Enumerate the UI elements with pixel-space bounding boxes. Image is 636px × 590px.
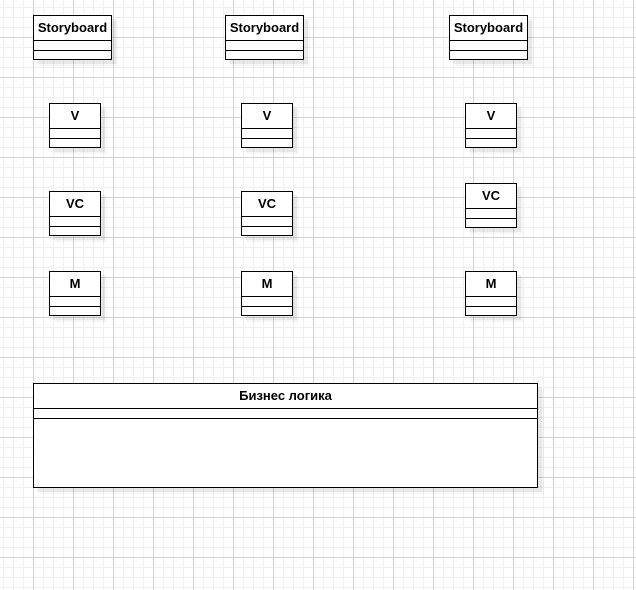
class-attributes <box>466 129 516 139</box>
model-class-3[interactable] <box>465 271 517 316</box>
class-title: M <box>242 272 292 297</box>
class-title: VC <box>466 184 516 209</box>
class-title: Storyboard <box>450 16 527 41</box>
model-class-2[interactable] <box>241 271 293 316</box>
class-attributes <box>242 297 292 307</box>
class-operations <box>226 51 303 59</box>
class-attributes <box>50 217 100 227</box>
class-operations <box>466 139 516 147</box>
class-attributes <box>466 209 516 219</box>
class-title: Storyboard <box>34 16 111 41</box>
class-operations <box>242 227 292 235</box>
view-controller-class-2[interactable] <box>241 191 293 236</box>
business-logic-class[interactable] <box>33 383 538 488</box>
view-class-2[interactable] <box>241 103 293 148</box>
storyboard-class-1[interactable] <box>33 15 112 60</box>
class-operations <box>466 307 516 315</box>
view-controller-class-3[interactable] <box>465 183 517 228</box>
class-attributes <box>450 41 527 51</box>
class-operations <box>34 51 111 59</box>
class-title: M <box>50 272 100 297</box>
class-title: VC <box>50 192 100 217</box>
class-title: VC <box>242 192 292 217</box>
class-attributes <box>50 297 100 307</box>
class-attributes <box>242 217 292 227</box>
class-attributes <box>242 129 292 139</box>
class-operations <box>50 227 100 235</box>
storyboard-class-2[interactable] <box>225 15 304 60</box>
class-operations <box>242 307 292 315</box>
class-title: V <box>50 104 100 129</box>
class-title: Бизнес логика <box>34 384 537 409</box>
class-operations <box>450 51 527 59</box>
view-controller-class-1[interactable] <box>49 191 101 236</box>
class-attributes <box>50 129 100 139</box>
view-class-3[interactable] <box>465 103 517 148</box>
class-title: V <box>242 104 292 129</box>
class-operations <box>34 419 537 487</box>
class-operations <box>466 219 516 227</box>
class-operations <box>50 307 100 315</box>
class-operations <box>50 139 100 147</box>
class-attributes <box>34 409 537 419</box>
model-class-1[interactable] <box>49 271 101 316</box>
class-attributes <box>34 41 111 51</box>
class-title: Storyboard <box>226 16 303 41</box>
class-operations <box>242 139 292 147</box>
class-title: V <box>466 104 516 129</box>
storyboard-class-3[interactable] <box>449 15 528 60</box>
class-title: M <box>466 272 516 297</box>
view-class-1[interactable] <box>49 103 101 148</box>
class-attributes <box>226 41 303 51</box>
class-attributes <box>466 297 516 307</box>
